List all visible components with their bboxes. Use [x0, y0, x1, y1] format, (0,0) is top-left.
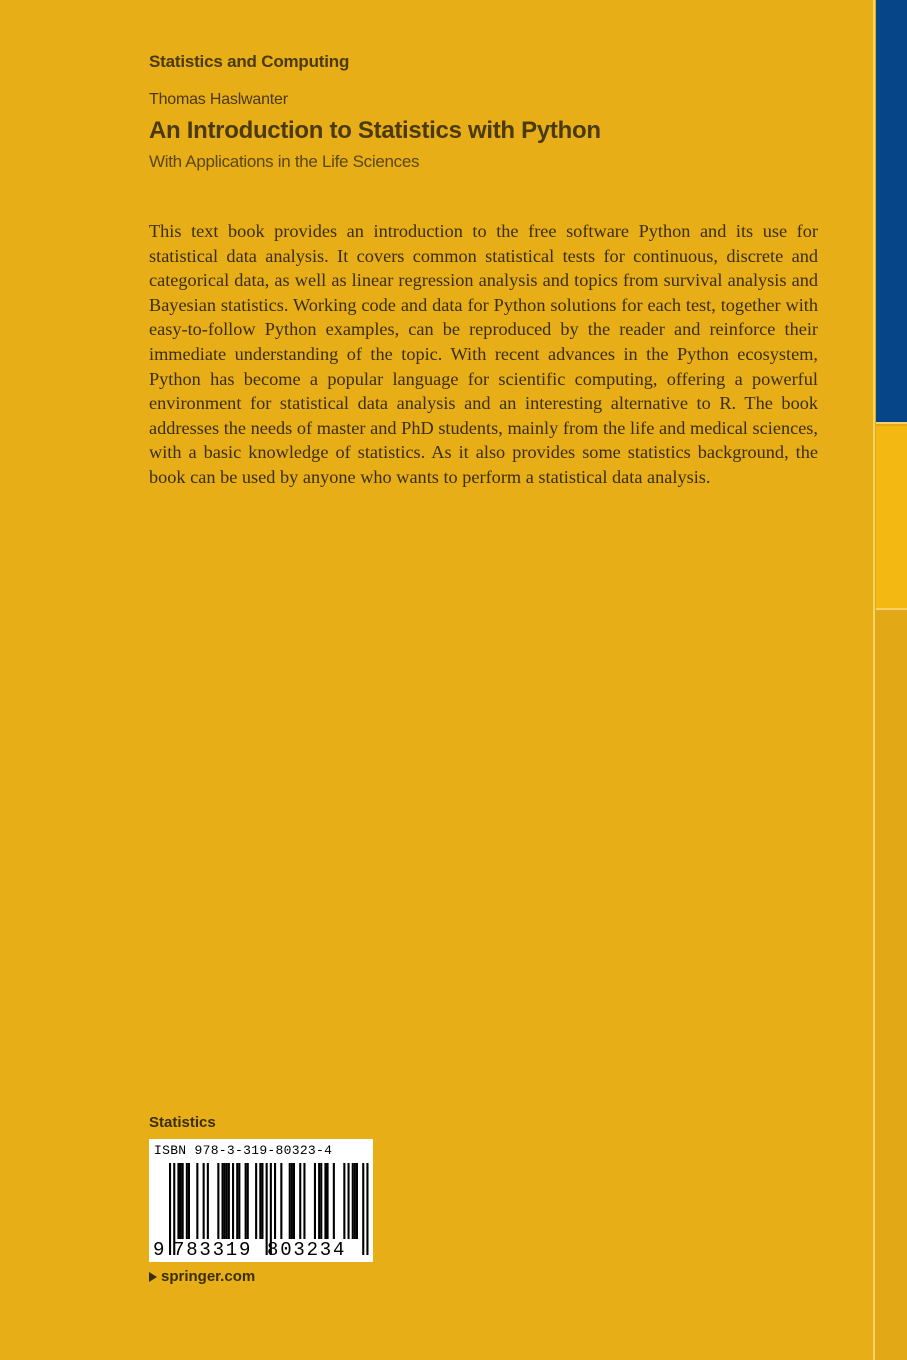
barcode-bar: [177, 1163, 179, 1239]
spine-light-band: [876, 426, 907, 608]
barcode-bar: [186, 1163, 188, 1239]
barcode-bar: [274, 1163, 276, 1239]
barcode-bar: [348, 1163, 350, 1239]
isbn-barcode: [149, 1139, 373, 1262]
barcode-bar: [356, 1163, 358, 1239]
book-title: An Introduction to Statistics with Python: [149, 117, 601, 144]
barcode-bar: [343, 1163, 345, 1239]
book-subtitle: With Applications in the Life Sciences: [149, 152, 420, 171]
barcode-bar: [289, 1163, 291, 1239]
ean-first-digit: 9: [153, 1239, 165, 1261]
barcode-bar: [291, 1163, 293, 1239]
barcode-bar: [228, 1163, 230, 1239]
spine-divider-lower: [876, 608, 907, 610]
barcode-bar: [247, 1163, 249, 1239]
barcode-bar: [182, 1163, 184, 1239]
ean-left-group: 783319: [173, 1239, 253, 1261]
barcode-bar: [217, 1163, 219, 1239]
barcode-bar: [238, 1163, 240, 1239]
barcode-bar: [314, 1163, 316, 1239]
barcode-bar: [196, 1163, 198, 1239]
barcode-bar: [226, 1163, 228, 1239]
isbn-label: ISBN 978-3-319-80323-4: [154, 1143, 333, 1158]
barcode-bar: [324, 1163, 326, 1239]
barcode-bar: [245, 1163, 247, 1239]
series-title: Statistics and Computing: [149, 52, 350, 71]
barcode-bar: [188, 1163, 190, 1239]
barcode-bar: [293, 1163, 295, 1239]
category-label: Statistics: [149, 1114, 216, 1131]
spine-edge-line: [873, 0, 875, 1360]
barcode-bar: [318, 1163, 320, 1239]
barcode-bar: [207, 1163, 209, 1239]
barcode-bar: [224, 1163, 226, 1239]
ean-right-group: 803234: [267, 1239, 347, 1261]
author-name: Thomas Haslwanter: [149, 91, 288, 108]
barcode-bar: [236, 1163, 238, 1239]
barcode-bar: [333, 1163, 335, 1239]
barcode-bar: [320, 1163, 322, 1239]
barcode-bar: [352, 1163, 354, 1239]
barcode-bar: [362, 1163, 364, 1255]
barcode-bar: [180, 1163, 182, 1239]
barcode-bar: [303, 1163, 305, 1239]
spine-divider-upper: [876, 422, 907, 424]
barcode-bar: [169, 1163, 171, 1255]
publisher-url: springer.com: [161, 1268, 256, 1285]
barcode-bar: [366, 1163, 368, 1255]
publisher-link[interactable]: [149, 1268, 255, 1285]
barcode-bar: [354, 1163, 356, 1239]
barcode-bar: [203, 1163, 205, 1239]
barcode-bar: [255, 1163, 257, 1239]
spine-blue-band: [876, 0, 907, 422]
triangle-right-icon: [149, 1272, 157, 1282]
barcode-bar: [280, 1163, 282, 1239]
book-description: This text book provides an introduction to the free software Python and its use for statistical data analysis. It covers common statistical tests for continuous, discrete and categorical data, as well as linear regression analysis and topics from survival analysis and Bayesian statistics. Working code and data for Python solutions for each test, together with easy-to-follow Python examples, can be reproduced by the reader and reinforce their immediate understanding of the topic. With recent advances in the Python ecosystem, Python has become a popular language for scientific computing, offering a powerful environment for statistical data analysis and an interesting alternative to R. The book addresses the needs of master and PhD students, mainly from the life and medical sciences, with a basic knowledge of statistics. As it also provides some statistics background, the book can be used by anyone who wants to perform a statistical data analysis.: [149, 221, 818, 487]
barcode-bar: [299, 1163, 301, 1239]
barcode-bar: [259, 1163, 261, 1239]
barcode-bar: [222, 1163, 224, 1239]
barcode-bar: [261, 1163, 263, 1239]
barcode-bar: [232, 1163, 234, 1239]
barcode-bar: [327, 1163, 329, 1239]
